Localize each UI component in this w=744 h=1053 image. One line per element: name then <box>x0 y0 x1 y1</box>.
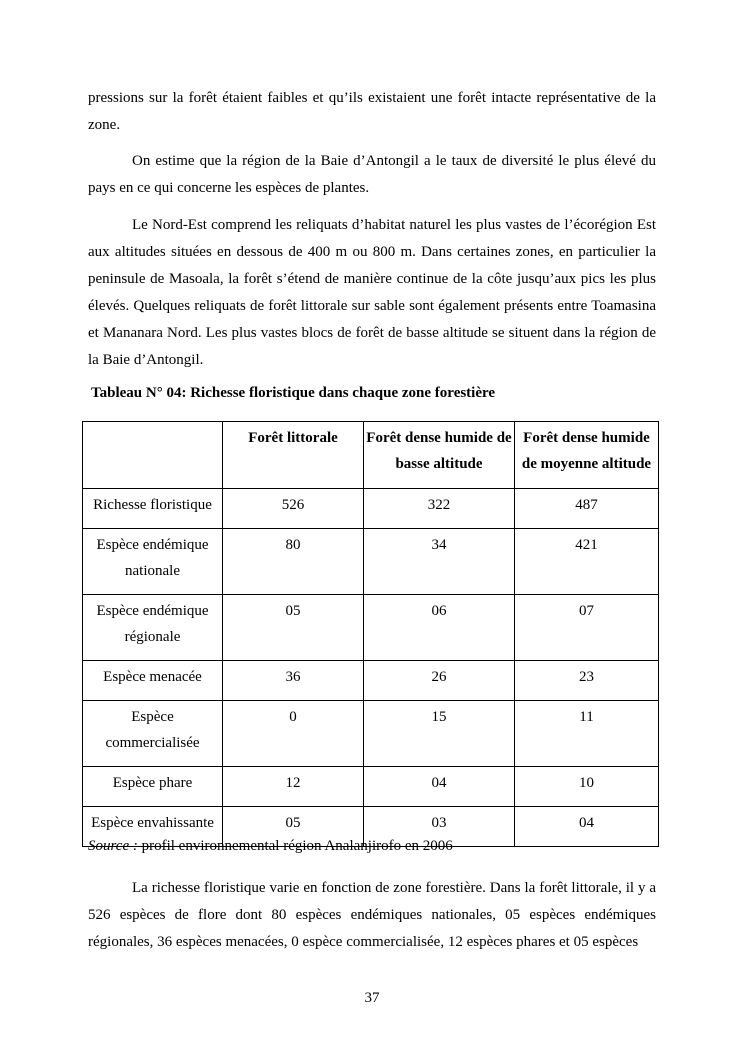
paragraph-2: On estime que la région de la Baie d’Antongil a le taux de diversité le plus élevé du pays en ce qui concerne les espèces de plantes. <box>88 153 656 196</box>
table-cell: 322 <box>364 489 515 529</box>
row-label: Richesse floristique <box>83 489 223 529</box>
table-cell: 80 <box>223 529 364 595</box>
table-row <box>83 701 659 767</box>
table-cell: 0 <box>223 701 364 767</box>
table-caption: Tableau N° 04: Richesse floristique dans chaque zone forestière <box>91 385 496 401</box>
paragraph-1: pressions sur la forêt étaient faibles et qu’ils existaient une forêt intacte représentative de la zone. <box>88 90 656 133</box>
table-cell: 11 <box>515 701 659 767</box>
header-cell <box>83 422 223 489</box>
table-cell: 07 <box>515 595 659 661</box>
flora-table <box>82 421 659 847</box>
table-cell: 15 <box>364 701 515 767</box>
table-row <box>83 489 659 529</box>
table-header-row <box>83 422 659 489</box>
row-label: Espèce endémique nationale <box>83 529 223 595</box>
paragraph-4: La richesse floristique varie en fonction de zone forestière. Dans la forêt littorale, il y a 526 espèces de flore dont 80 espèces endémiques nationales, 05 espèces endémiques régionales, 36 espèces menacées, 0 espèce commercialisée, 12 espèces phares et 05 espèces <box>88 880 656 950</box>
table-cell: 26 <box>364 661 515 701</box>
table-row <box>83 767 659 807</box>
table-cell: 10 <box>515 767 659 807</box>
header-cell: Forêt dense humide de basse altitude <box>364 422 515 489</box>
row-label: Espèce endémique régionale <box>83 595 223 661</box>
source-label: Source : <box>88 838 138 854</box>
table-cell: 05 <box>223 807 364 847</box>
table-cell: 03 <box>364 807 515 847</box>
table-source <box>88 838 453 855</box>
table-cell: 526 <box>223 489 364 529</box>
table-cell: 421 <box>515 529 659 595</box>
row-label: Espèce phare <box>83 767 223 807</box>
source-text: profil environnemental région Analanjirofo en 2006 <box>137 838 453 854</box>
paragraph-3: Le Nord-Est comprend les reliquats d’habitat naturel les plus vastes de l’écorégion Est aux altitudes situées en dessous de 400 m ou 800 m. Dans certaines zones, en particulier la peninsule de Masoala, la forêt s’étend de manière continue de la côte jusqu’aux pics les plus élevés. Quelques reliquats de forêt littorale sur sable sont également présents entre Toamasina et Mananara Nord. Les plus vastes blocs de forêt de basse altitude se situent dans la région de la Baie d’Antongil. <box>88 217 656 368</box>
header-cell: Forêt littorale <box>223 422 364 489</box>
table-cell: 36 <box>223 661 364 701</box>
header-cell: Forêt dense humide de moyenne altitude <box>515 422 659 489</box>
table-cell: 04 <box>364 767 515 807</box>
table-cell: 05 <box>223 595 364 661</box>
table-cell: 487 <box>515 489 659 529</box>
table-cell: 06 <box>364 595 515 661</box>
row-label: Espèce menacée <box>83 661 223 701</box>
table-row <box>83 661 659 701</box>
table-cell: 23 <box>515 661 659 701</box>
table-cell: 34 <box>364 529 515 595</box>
page-number: 37 <box>364 990 380 1006</box>
table-cell: 12 <box>223 767 364 807</box>
row-label: Espèce envahissante <box>83 807 223 847</box>
row-label: Espèce commercialisée <box>83 701 223 767</box>
table-row <box>83 529 659 595</box>
table-cell: 04 <box>515 807 659 847</box>
table-row <box>83 595 659 661</box>
